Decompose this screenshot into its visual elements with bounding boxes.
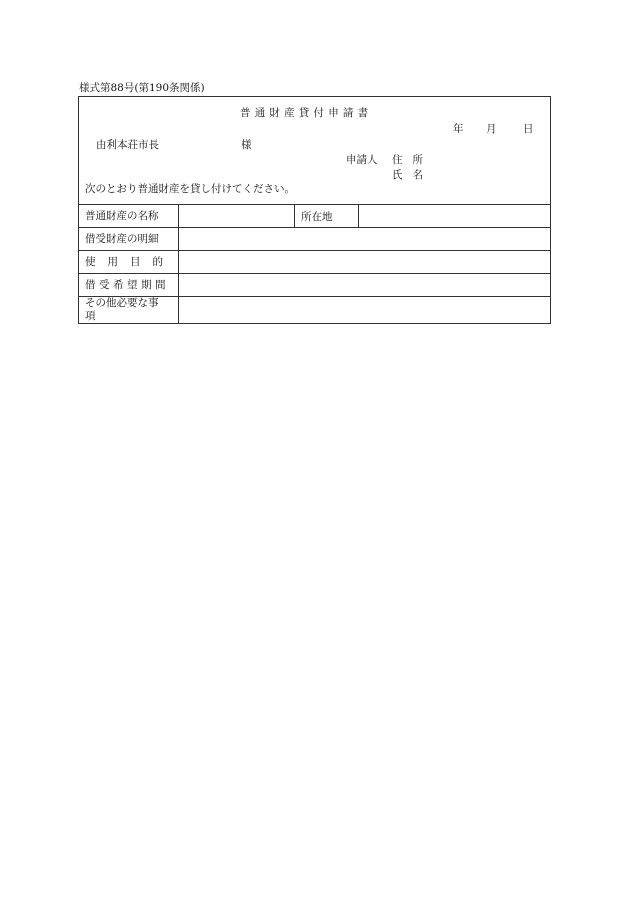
purpose-label-cell xyxy=(79,251,179,273)
location-field[interactable] xyxy=(359,205,550,227)
table-row xyxy=(79,273,550,296)
form-title: 普通財産貸付申請書 xyxy=(240,107,373,119)
table-row xyxy=(79,296,550,324)
table-row xyxy=(79,227,550,250)
location-label: 所在地 xyxy=(295,205,359,227)
details-field[interactable] xyxy=(179,228,550,250)
property-name-label-cell xyxy=(79,205,179,227)
intro-text: 次のとおり普通財産を貸し付けてください。 xyxy=(85,183,295,195)
other-label-line1: その他必要な事 xyxy=(85,297,159,309)
address-label: 住所 xyxy=(392,154,433,166)
applicant-label: 申請人 xyxy=(346,154,378,166)
period-label: 借受希望期間 xyxy=(85,279,169,291)
name-label: 氏名 xyxy=(392,169,433,181)
application-form xyxy=(78,96,551,324)
addressee: 由利本荘市長 xyxy=(96,139,159,151)
table-row xyxy=(79,204,550,227)
month-label: 月 xyxy=(486,123,497,135)
table-row xyxy=(79,250,550,273)
purpose-field[interactable] xyxy=(179,251,550,273)
other-label-cell xyxy=(79,297,179,324)
day-label: 日 xyxy=(523,123,534,135)
form-number: 様式第88号(第190条関係) xyxy=(79,82,205,94)
purpose-label: 使用目的 xyxy=(85,256,175,268)
property-name-label: 普通財産の名称 xyxy=(85,210,159,222)
other-field[interactable] xyxy=(179,297,550,324)
year-label: 年 xyxy=(453,123,464,135)
honorific: 様 xyxy=(241,139,252,151)
details-label-cell xyxy=(79,228,179,250)
property-name-field[interactable] xyxy=(179,205,295,227)
period-field[interactable] xyxy=(179,274,550,296)
date-line xyxy=(79,123,550,137)
other-label-line2: 項 xyxy=(85,310,96,322)
period-label-cell xyxy=(79,274,179,296)
details-label: 借受財産の明細 xyxy=(85,233,159,245)
